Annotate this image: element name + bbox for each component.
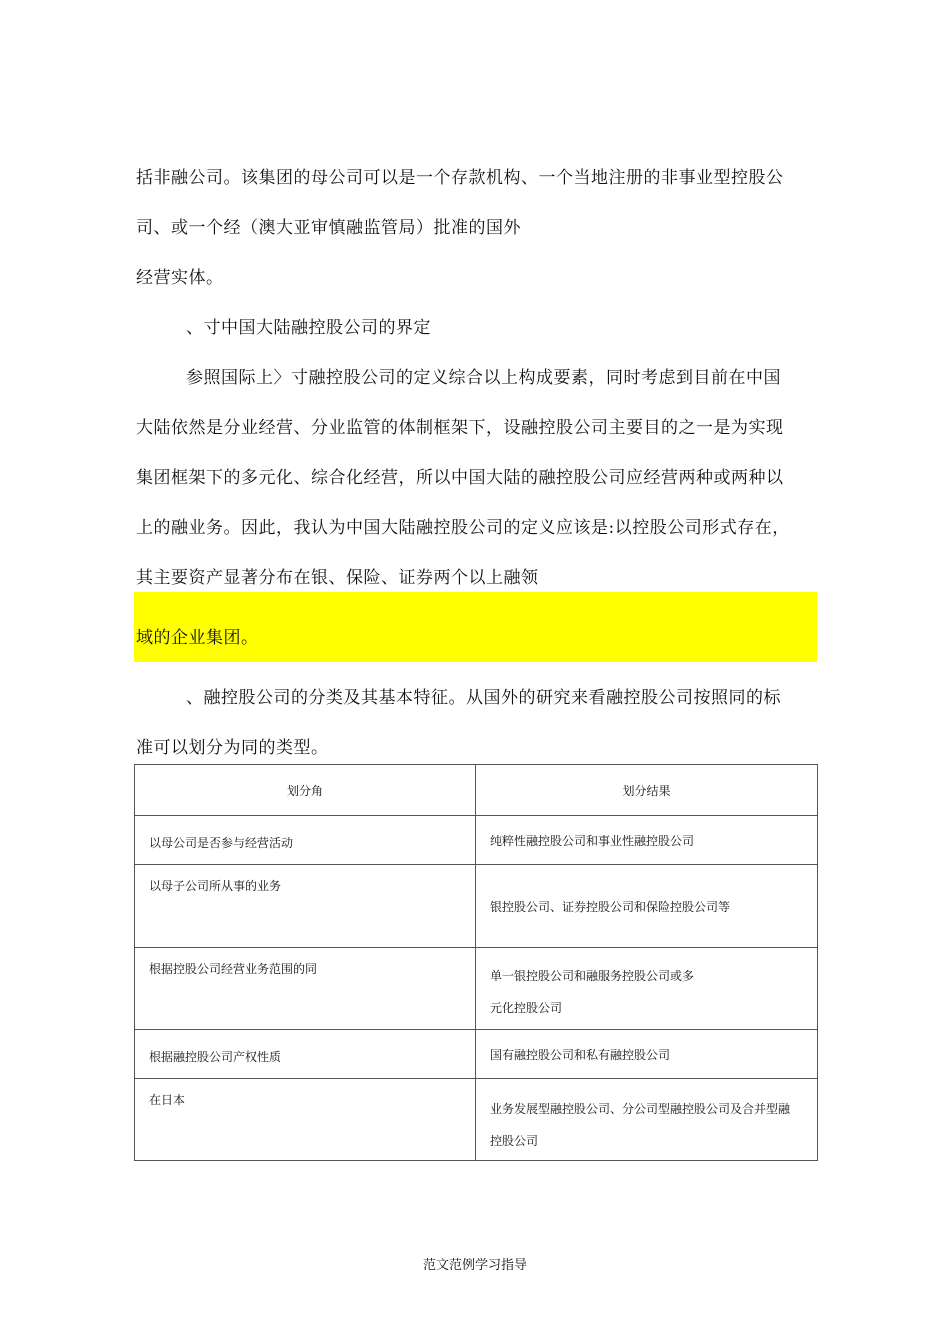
section-heading: 、融控股公司的分类及其基本特征。从国外的研究来看融控股公司按照同的标 [186, 688, 781, 708]
classification-table [134, 764, 818, 1161]
body-paragraph-line: 域的企业集团。 [136, 628, 259, 648]
table-row [135, 1079, 818, 1161]
table-row [135, 865, 818, 948]
table-cell-criterion: 以母子公司所从事的业务 [135, 865, 476, 948]
table-cell-result: 纯粹性融控股公司和事业性融控股公司 [476, 816, 818, 865]
body-paragraph-line: 准可以划分为同的类型。 [136, 738, 329, 758]
table-header-result: 划分结果 [476, 765, 818, 816]
table-cell-result: 单一银控股公司和融服务控股公司或多 元化控股公司 [476, 948, 818, 1030]
table-row [135, 948, 818, 1030]
table-row [135, 816, 818, 865]
table-cell-result: 业务发展型融控股公司、分公司型融控股公司及合并型融 控股公司 [476, 1079, 818, 1161]
table-cell-criterion: 在日本 [135, 1079, 476, 1161]
body-paragraph-line: 其主要资产显著分布在银、保险、证券两个以上融领 [136, 568, 539, 588]
body-paragraph-line: 经营实体。 [136, 268, 224, 288]
table-cell-criterion: 以母公司是否参与经营活动 [135, 816, 476, 865]
body-paragraph-line: 参照国际上〉寸融控股公司的定义综合以上构成要素，同时考虑到目前在中国 [186, 368, 781, 388]
section-heading: 、寸中国大陆融控股公司的界定 [186, 318, 431, 338]
table-header-criterion: 划分角 [135, 765, 476, 816]
table-cell-criterion: 根据融控股公司产权性质 [135, 1030, 476, 1079]
body-paragraph-line: 司、或一个经（澳大亚审慎融监管局）批准的国外 [136, 218, 521, 238]
table-cell-result: 国有融控股公司和私有融控股公司 [476, 1030, 818, 1079]
table-row [135, 1030, 818, 1079]
page-footer: 范文范例学习指导 [422, 1258, 527, 1273]
body-paragraph-line: 集团框架下的多元化、综合化经营，所以中国大陆的融控股公司应经营两种或两种以 [136, 468, 784, 488]
body-paragraph-line: 大陆依然是分业经营、分业监管的体制框架下，设融控股公司主要目的之一是为实现 [136, 418, 784, 438]
table-cell-criterion: 根据控股公司经营业务范围的同 [135, 948, 476, 1030]
body-paragraph-line: 上的融业务。因此，我认为中国大陆融控股公司的定义应该是:以控股公司形式存在， [136, 518, 790, 538]
table-header-row [135, 765, 818, 816]
table-cell-result: 银控股公司、证券控股公司和保险控股公司等 [476, 865, 818, 948]
body-paragraph-line: 括非融公司。该集团的母公司可以是一个存款机构、一个当地注册的非事业型控股公 [136, 168, 784, 188]
